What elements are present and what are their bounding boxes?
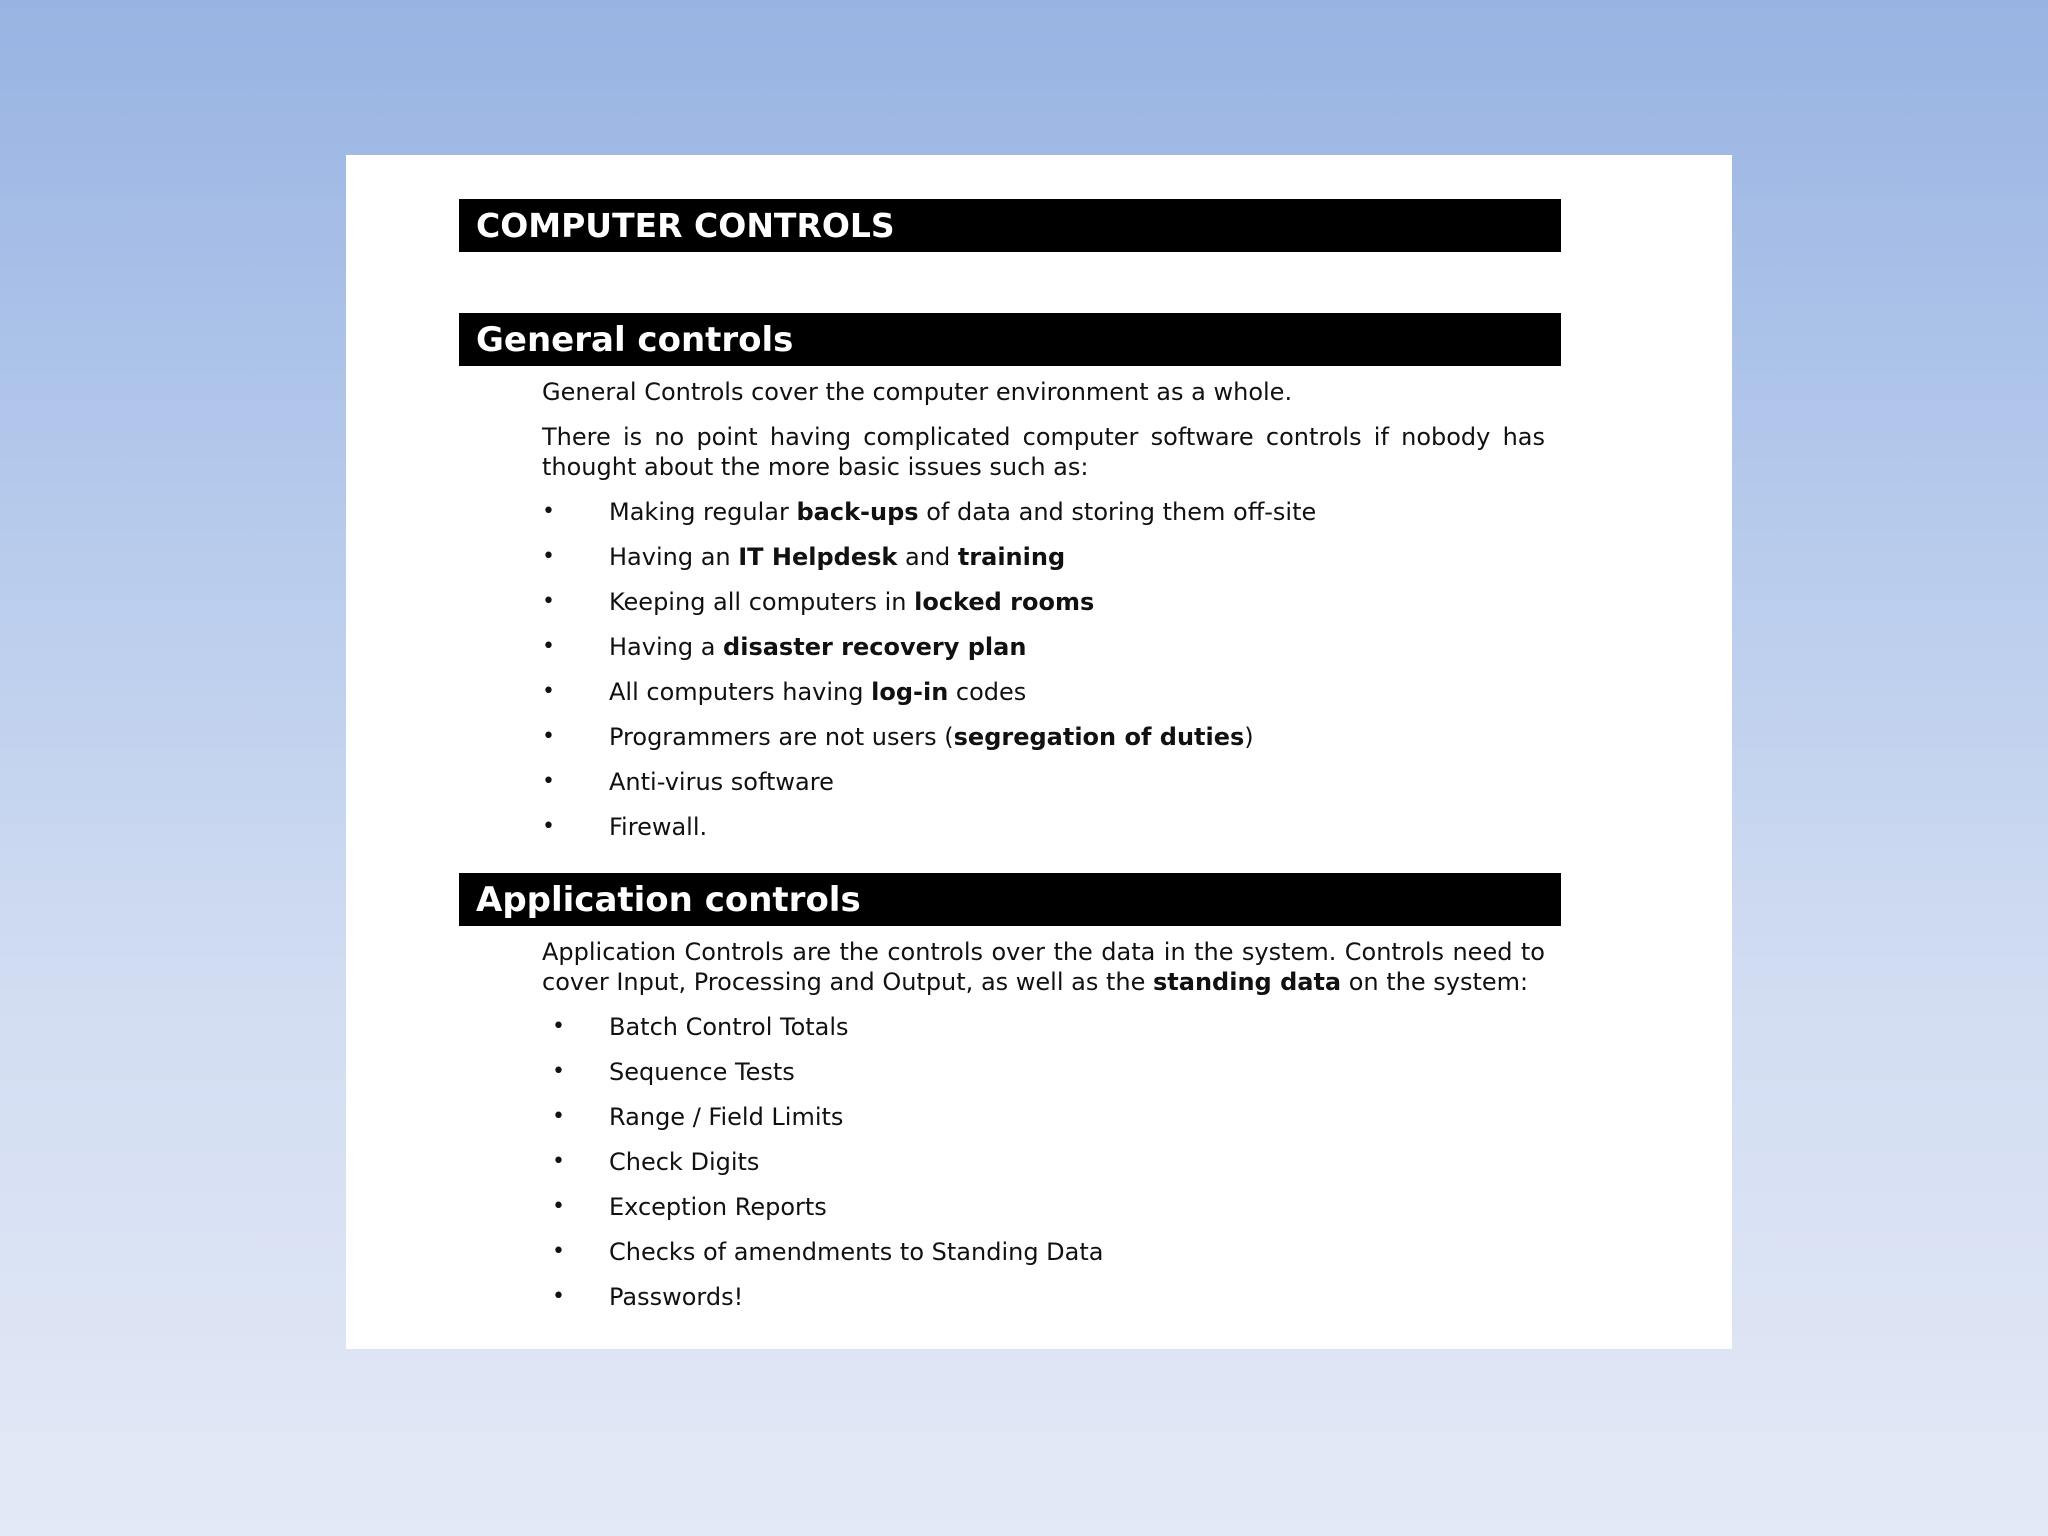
bullet-icon: • [552, 1284, 565, 1309]
list-item [542, 632, 1316, 677]
item-text: Check Digits [609, 1148, 760, 1176]
list-item [542, 767, 1316, 812]
item-emphasis: log-in [871, 678, 949, 706]
item-text: Programmers are not users ( [609, 723, 954, 751]
item-text: Passwords! [609, 1283, 744, 1311]
item-text: Range / Field Limits [609, 1103, 844, 1131]
item-emphasis: locked rooms [914, 588, 1095, 616]
item-text: and [897, 543, 958, 571]
application-controls-heading: Application controls [476, 879, 861, 920]
item-emphasis: segregation of duties [953, 723, 1245, 751]
item-text: Anti-virus software [609, 768, 834, 796]
document-title-banner [459, 199, 1561, 252]
bullet-icon: • [552, 1104, 565, 1129]
bullet-icon: • [542, 499, 555, 524]
item-text: Firewall. [609, 813, 708, 841]
list-item [542, 1237, 1103, 1282]
list-item [542, 1102, 1103, 1147]
list-item [542, 812, 1316, 857]
application-paragraph-line-1: Application Controls are the controls over the data in the system. Controls need to [542, 938, 1545, 966]
item-text: Batch Control Totals [609, 1013, 849, 1041]
item-emphasis: IT Helpdesk [738, 543, 898, 571]
item-text: Checks of amendments to Standing Data [609, 1238, 1104, 1266]
list-item [542, 497, 1316, 542]
application-controls-list [542, 1012, 1103, 1327]
bullet-icon: • [542, 679, 555, 704]
bullet-icon: • [552, 1149, 565, 1174]
paragraph-emphasis: standing data [1153, 968, 1342, 996]
general-controls-heading: General controls [476, 319, 794, 360]
bullet-icon: • [552, 1059, 565, 1084]
bullet-icon: • [542, 634, 555, 659]
item-text: Having a [609, 633, 724, 661]
list-item [542, 722, 1316, 767]
bullet-icon: • [552, 1014, 565, 1039]
list-item [542, 1147, 1103, 1192]
item-emphasis: training [957, 543, 1066, 571]
document-title: COMPUTER CONTROLS [476, 206, 895, 245]
general-paragraph [542, 422, 1545, 482]
paragraph-text: on the system: [1341, 968, 1529, 996]
item-text: All computers having [609, 678, 872, 706]
paragraph-text: cover Input, Processing and Output, as well as the [542, 968, 1153, 996]
general-controls-list [542, 497, 1316, 857]
item-text: Sequence Tests [609, 1058, 795, 1086]
general-paragraph-line-2: thought about the more basic issues such as: [542, 453, 1089, 481]
item-emphasis: disaster recovery plan [723, 633, 1027, 661]
item-text: Having an [609, 543, 739, 571]
bullet-icon: • [542, 769, 555, 794]
list-item [542, 542, 1316, 587]
item-text: ) [1244, 723, 1254, 751]
list-item [542, 1057, 1103, 1102]
bullet-icon: • [542, 814, 555, 839]
bullet-icon: • [542, 544, 555, 569]
list-item [542, 677, 1316, 722]
list-item [542, 1282, 1103, 1327]
item-text: Keeping all computers in [609, 588, 915, 616]
item-text: codes [948, 678, 1027, 706]
item-text: of data and storing them off-site [918, 498, 1317, 526]
bullet-icon: • [542, 724, 555, 749]
application-controls-banner [459, 873, 1561, 926]
application-paragraph [542, 937, 1545, 997]
bullet-icon: • [552, 1194, 565, 1219]
item-text: Exception Reports [609, 1193, 827, 1221]
general-paragraph-line-1: There is no point having complicated computer software controls if nobody has [542, 423, 1545, 451]
list-item [542, 1192, 1103, 1237]
bullet-icon: • [542, 589, 555, 614]
list-item [542, 587, 1316, 632]
item-text: Making regular [609, 498, 797, 526]
bullet-icon: • [552, 1239, 565, 1264]
general-intro: General Controls cover the computer environment as a whole. [542, 378, 1293, 406]
application-paragraph-line-2 [542, 967, 1545, 997]
item-emphasis: back-ups [796, 498, 919, 526]
general-controls-banner [459, 313, 1561, 366]
list-item [542, 1012, 1103, 1057]
document-page [346, 155, 1732, 1349]
